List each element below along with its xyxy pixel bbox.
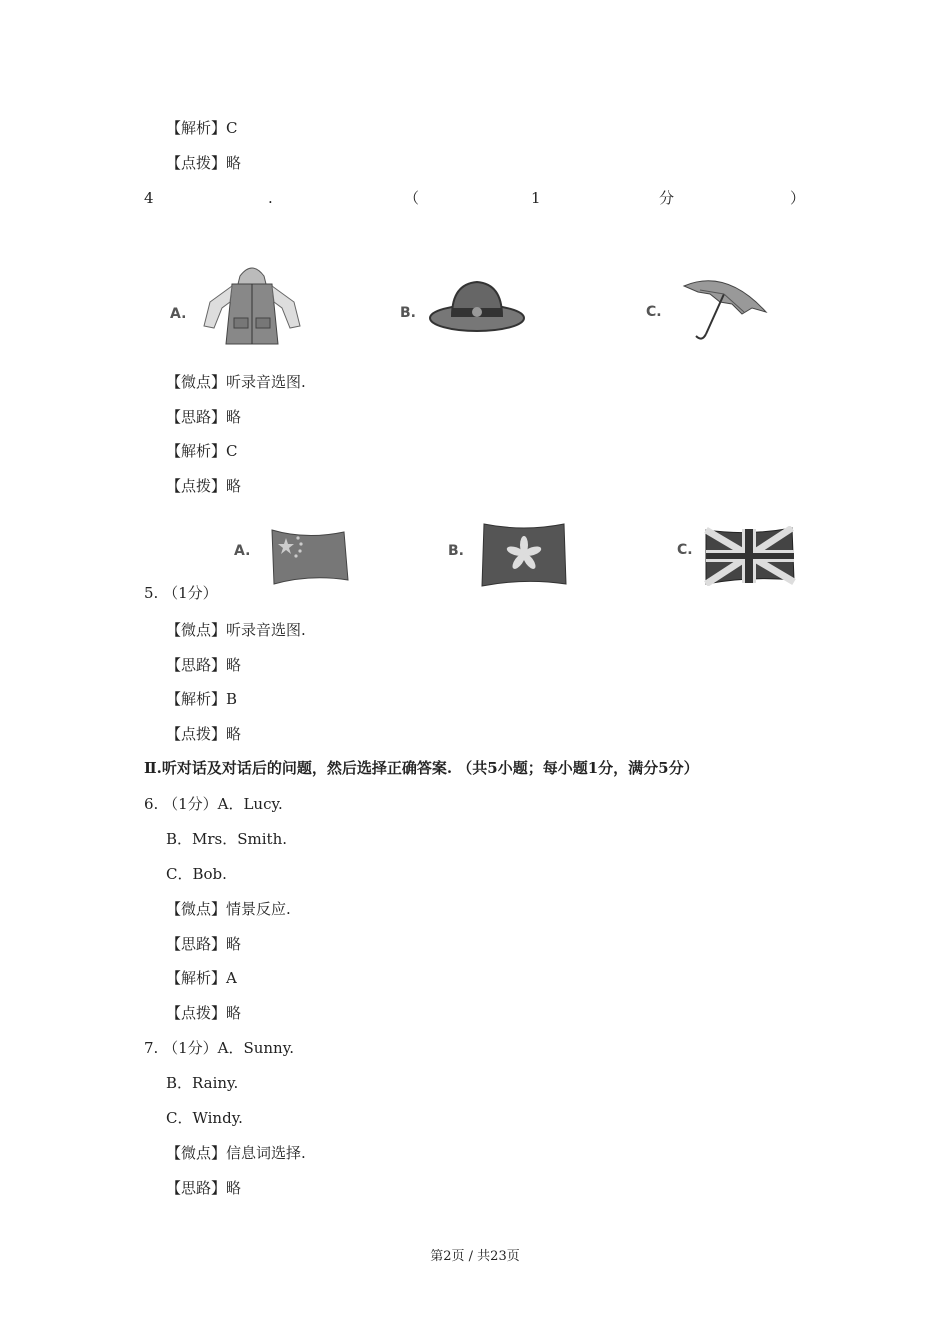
- question-5-header: 5. （1分）: [144, 584, 218, 602]
- line-tip-4: 【点拨】略: [166, 1004, 242, 1022]
- line-analysis-3: 【解析】B: [166, 690, 238, 708]
- line-tip-1: 【点拨】略: [166, 154, 242, 172]
- line-analysis-4: 【解析】A: [166, 969, 237, 987]
- q4-option-a-label: A.: [170, 306, 187, 322]
- line-point-3: 【微点】听录音选图.: [166, 621, 306, 639]
- q4-dot: .: [268, 189, 273, 207]
- q5-option-c-label: C.: [677, 542, 693, 558]
- q7-option-b: B．Rainy.: [166, 1074, 239, 1092]
- line-analysis-1: 【解析】C: [166, 119, 238, 137]
- line-analysis-2: 【解析】C: [166, 442, 238, 460]
- page-footer: 第2页 / 共23页: [430, 1249, 520, 1264]
- q4-open-paren: （: [404, 189, 420, 207]
- line-point-2: 【微点】听录音选图.: [166, 373, 306, 391]
- q4-number: 4: [144, 189, 154, 207]
- line-idea-2: 【思路】略: [166, 408, 242, 426]
- q6-option-b: B．Mrs．Smith.: [166, 830, 288, 848]
- hat-icon: [428, 278, 526, 334]
- line-idea-3: 【思路】略: [166, 656, 242, 674]
- q4-close-paren: ）: [790, 189, 806, 207]
- jacket-icon: [200, 262, 305, 346]
- q5-option-b-label: B.: [448, 543, 464, 559]
- line-idea-4: 【思路】略: [166, 935, 242, 953]
- umbrella-icon: [680, 272, 770, 344]
- q4-unit: 分: [659, 189, 675, 207]
- section-2-heading: Ⅱ.听对话及对话后的问题，然后选择正确答案. （共5小题；每小题1分，满分5分）: [144, 759, 699, 777]
- q6-option-c: C．Bob.: [166, 865, 227, 883]
- q7-option-c: C．Windy.: [166, 1109, 243, 1127]
- hongkong-flag-icon: [480, 520, 568, 588]
- question-4-header: [0, 188, 950, 208]
- uk-flag-icon: [702, 526, 796, 586]
- q4-score: 1: [531, 189, 541, 207]
- question-6-header: 6. （1分）A．Lucy.: [144, 795, 283, 813]
- q4-option-b-label: B.: [400, 305, 416, 321]
- q5-option-a-label: A.: [234, 543, 251, 559]
- question-7-header: 7. （1分）A．Sunny.: [144, 1039, 294, 1057]
- q4-option-c-label: C.: [646, 304, 662, 320]
- line-tip-2: 【点拨】略: [166, 477, 242, 495]
- china-flag-icon: [266, 526, 350, 588]
- line-tip-3: 【点拨】略: [166, 725, 242, 743]
- line-point-5: 【微点】信息词选择.: [166, 1144, 306, 1162]
- line-point-4: 【微点】情景反应.: [166, 900, 291, 918]
- line-idea-5: 【思路】略: [166, 1179, 242, 1197]
